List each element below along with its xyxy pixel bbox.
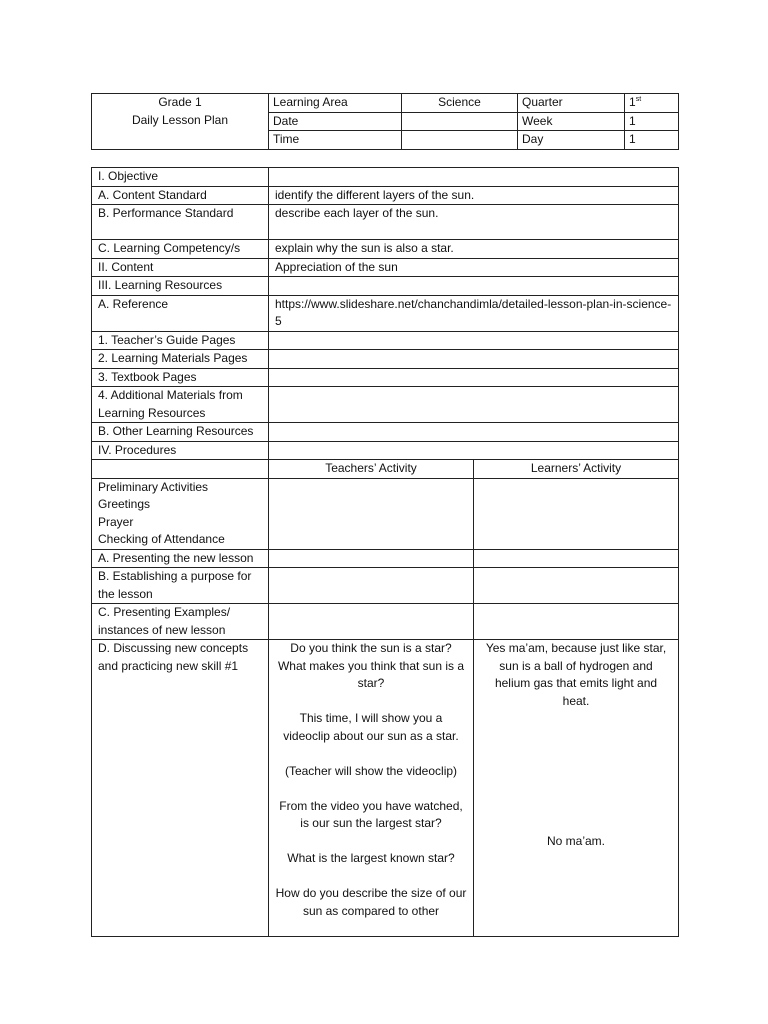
- header-table: [91, 93, 679, 150]
- procedures-value: [269, 441, 679, 460]
- reference-link[interactable]: https://www.slideshare.net/chanchandimla/detailed-lesson-plan-in-science-5: [269, 295, 679, 331]
- preliminary-learner: [474, 478, 679, 549]
- learning-area-label: Learning Area: [269, 94, 402, 113]
- quarter-value-cell: [625, 94, 679, 113]
- lesson-plan-table: [91, 167, 679, 937]
- textbook-label: 3. Textbook Pages: [92, 368, 269, 387]
- teachers-guide-value: [269, 331, 679, 350]
- learning-area-value: Science: [402, 94, 518, 113]
- date-value: [402, 112, 518, 131]
- time-label: Time: [269, 131, 402, 150]
- teachers-guide-label: 1. Teacher’s Guide Pages: [92, 331, 269, 350]
- reference-label: A. Reference: [92, 295, 269, 331]
- day-label: Day: [518, 131, 625, 150]
- grade-cell: [92, 94, 269, 150]
- content-standard-label: A. Content Standard: [92, 186, 269, 205]
- discussing-concepts-label: D. Discussing new concepts and practicing new skill #1: [92, 640, 269, 937]
- learning-materials-label: 2. Learning Materials Pages: [92, 350, 269, 369]
- establishing-purpose-learner: [474, 568, 679, 604]
- performance-standard-label: B. Performance Standard: [92, 205, 269, 240]
- competency-label: C. Learning Competency/s: [92, 240, 269, 259]
- establishing-purpose-label: B. Establishing a purpose for the lesson: [92, 568, 269, 604]
- preliminary-activities-label: Preliminary Activities Greetings Prayer Checking of Attendance: [92, 478, 269, 549]
- preliminary-teacher: [269, 478, 474, 549]
- presenting-lesson-learner: [474, 549, 679, 568]
- date-label: Date: [269, 112, 402, 131]
- objective-value: [269, 168, 679, 187]
- discussing-learner-text: Yes ma’am, because just like star, sun is a ball of hydrogen and helium gas that emits light and heat. No ma’am.: [474, 640, 679, 937]
- objective-label: I. Objective: [92, 168, 269, 187]
- resources-value: [269, 277, 679, 296]
- presenting-lesson-label: A. Presenting the new lesson: [92, 549, 269, 568]
- quarter-value: 1: [629, 95, 636, 109]
- performance-standard-value: describe each layer of the sun.: [269, 205, 679, 240]
- procedures-blank: [92, 460, 269, 479]
- plan-type-text: Daily Lesson Plan: [131, 112, 229, 127]
- other-resources-value: [269, 423, 679, 442]
- learners-activity-header: Learners’ Activity: [474, 460, 679, 479]
- resources-label: III. Learning Resources: [92, 277, 269, 296]
- presenting-lesson-teacher: [269, 549, 474, 568]
- establishing-purpose-teacher: [269, 568, 474, 604]
- presenting-examples-label: C. Presenting Examples/ instances of new lesson: [92, 604, 269, 640]
- day-value: 1: [625, 131, 679, 150]
- teachers-activity-header: Teachers’ Activity: [269, 460, 474, 479]
- discussing-teacher-text: Do you think the sun is a star? What makes you think that sun is a star? This time, I will show you a videoclip about our sun as a star. (Teacher will show the videoclip) From the video you have watched, is our sun the largest star? What is the largest known star? How do you describe the size of our sun as compared to other: [269, 640, 474, 937]
- time-value: [402, 131, 518, 150]
- week-label: Week: [518, 112, 625, 131]
- quarter-label: Quarter: [518, 94, 625, 113]
- presenting-examples-teacher: [269, 604, 474, 640]
- week-value: 1: [625, 112, 679, 131]
- learning-materials-value: [269, 350, 679, 369]
- competency-value: explain why the sun is also a star.: [269, 240, 679, 259]
- content-value: Appreciation of the sun: [269, 258, 679, 277]
- additional-materials-label: 4. Additional Materials from Learning Resources: [92, 387, 269, 423]
- additional-materials-value: [269, 387, 679, 423]
- content-label: II. Content: [92, 258, 269, 277]
- other-resources-label: B. Other Learning Resources: [92, 423, 269, 442]
- procedures-label: IV. Procedures: [92, 441, 269, 460]
- presenting-examples-learner: [474, 604, 679, 640]
- grade-text: Grade 1: [158, 95, 202, 109]
- content-standard-value: identify the different layers of the sun.: [269, 186, 679, 205]
- quarter-suffix: st: [635, 96, 642, 103]
- textbook-value: [269, 368, 679, 387]
